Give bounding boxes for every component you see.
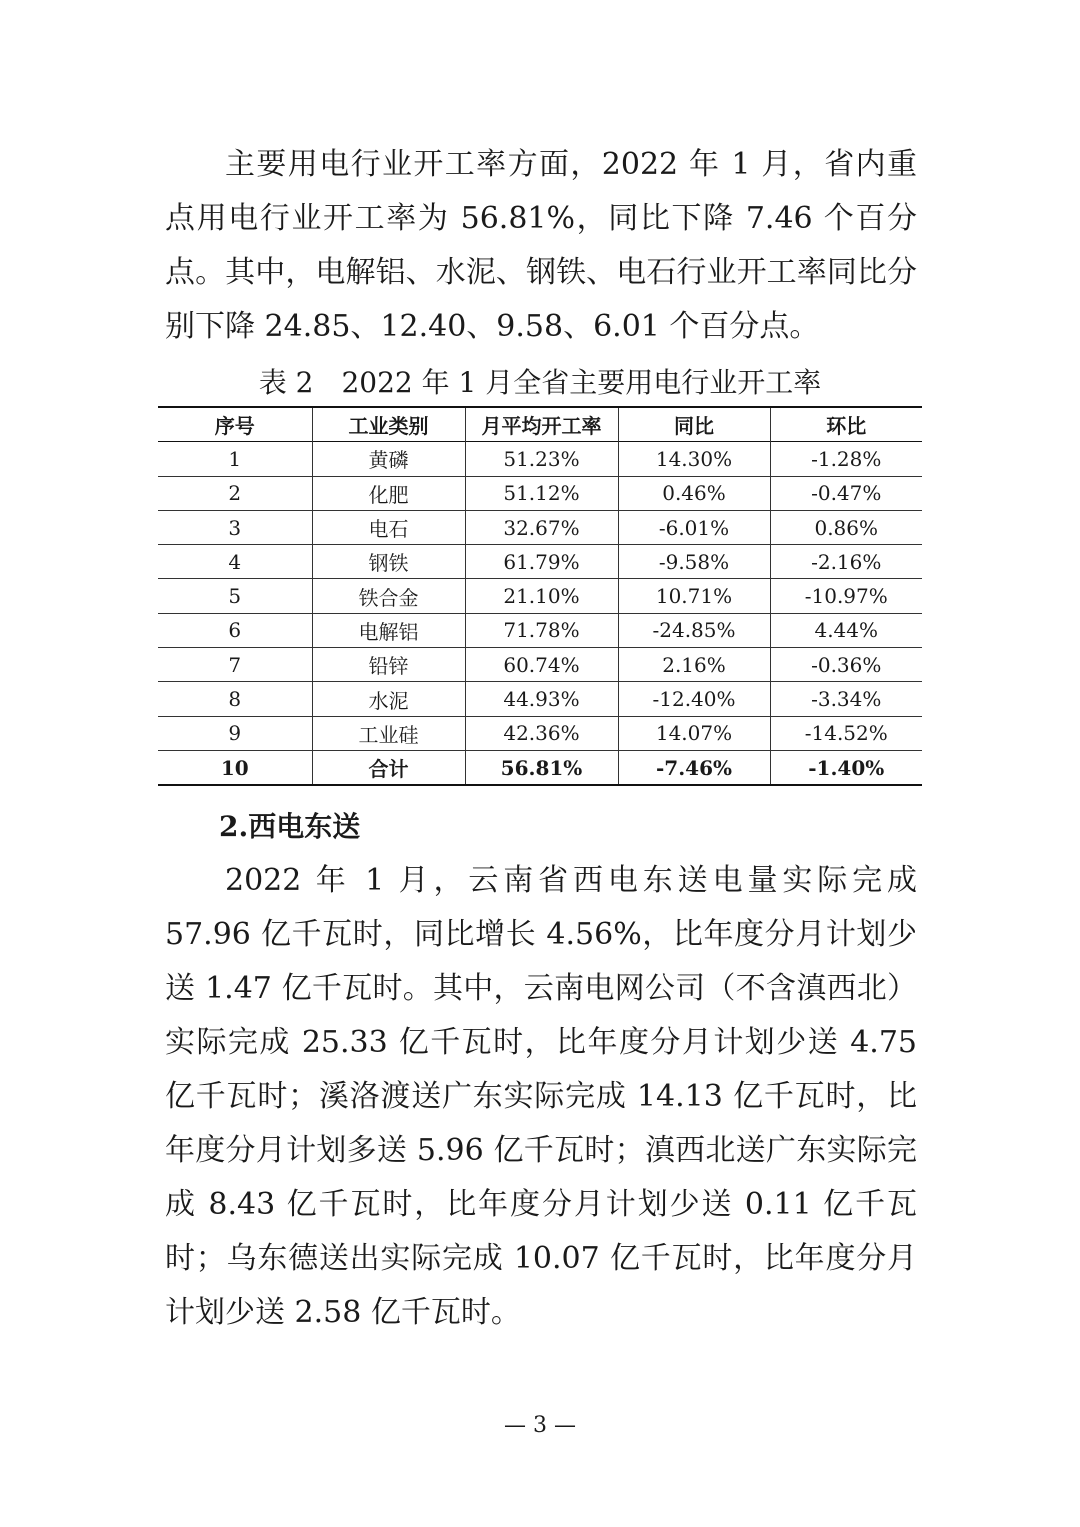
table-row [158, 442, 922, 476]
cell-index: 2 [228, 481, 242, 506]
cell-index: 9 [228, 721, 242, 746]
operating-rate-table [158, 406, 922, 786]
cell-yoy: -12.40% [618, 682, 770, 716]
cell-index: 8 [228, 687, 242, 712]
cell-monthly-rate: 51.23% [465, 442, 618, 476]
cell-yoy: -9.58% [618, 545, 770, 579]
table-row [158, 579, 922, 613]
table-caption: 表 2 2022 年 1 月全省主要用电行业开工率 [258, 366, 822, 399]
table-row [158, 510, 922, 544]
cell-index: 4 [228, 549, 242, 574]
cell-index: 10 [220, 755, 249, 780]
cell-industry: 电解铝 [312, 613, 465, 647]
cell-industry: 铅锌 [312, 648, 465, 682]
table-row [158, 476, 922, 510]
header-yoy: 同比 [618, 407, 770, 442]
cell-yoy: 14.30% [618, 442, 770, 476]
cell-mom: -2.16% [770, 545, 922, 579]
cell-index: 6 [228, 618, 242, 643]
table-header-row [158, 407, 922, 442]
cell-mom: 0.86% [770, 510, 922, 544]
table-total-row [158, 750, 922, 785]
cell-monthly-rate: 60.74% [465, 648, 618, 682]
table-row [158, 613, 922, 647]
cell-mom: -0.47% [770, 476, 922, 510]
cell-mom: -1.40% [770, 750, 922, 785]
cell-index: 5 [228, 584, 242, 609]
cell-index: 3 [228, 515, 242, 540]
paragraph-industry-operating-rate: 主要用电行业开工率方面，2022 年 1 月，省内重点用电行业开工率为 56.81%，同比下降 7.46 个百分点。其中，电解铝、水泥、钢铁、电石行业开工率同比分别下降 24.85、12.40、9.58、6.01 个百分点。 [165, 147, 917, 344]
cell-industry: 铁合金 [312, 579, 465, 613]
cell-mom: -10.97% [770, 579, 922, 613]
cell-monthly-rate: 44.93% [465, 682, 618, 716]
cell-yoy: -24.85% [618, 613, 770, 647]
cell-yoy: 2.16% [618, 648, 770, 682]
table-row [158, 545, 922, 579]
table-row [158, 716, 922, 750]
cell-industry: 水泥 [312, 682, 465, 716]
cell-mom: -1.28% [770, 442, 922, 476]
table-row [158, 648, 922, 682]
cell-mom: -3.34% [770, 682, 922, 716]
cell-yoy: 14.07% [618, 716, 770, 750]
table-row [158, 682, 922, 716]
header-industry: 工业类别 [312, 407, 465, 442]
cell-mom: -14.52% [770, 716, 922, 750]
cell-industry: 钢铁 [312, 545, 465, 579]
cell-index: 7 [228, 652, 242, 677]
cell-mom: -0.36% [770, 648, 922, 682]
cell-yoy: -6.01% [618, 510, 770, 544]
cell-industry: 黄磷 [312, 442, 465, 476]
cell-monthly-rate: 42.36% [465, 716, 618, 750]
paragraph-west-east-power: 2022 年 1 月，云南省西电东送电量实际完成 57.96 亿千瓦时，同比增长 4.56%，比年度分月计划少送 1.47 亿千瓦时。其中，云南电网公司（不含滇西北）实际完成 25.33 亿千瓦时，比年度分月计划少送 4.75 亿千瓦时；溪洛渡送广东实际完成 14.13 亿千瓦时，比年度分月计划多送 5.96 亿千瓦时；滇西北送广东实际完成 8.43 亿千瓦时，比年度分月计划少送 0.11 亿千瓦时；乌东德送出实际完成 10.07 亿千瓦时，比年度分月计划少送 2.58 亿千瓦时。 [165, 863, 917, 1330]
header-monthly-rate: 月平均开工率 [465, 407, 618, 442]
cell-yoy: 10.71% [618, 579, 770, 613]
cell-index: 1 [228, 446, 242, 471]
cell-industry: 合计 [312, 750, 465, 785]
page-number: — 3 — [504, 1413, 576, 1438]
cell-monthly-rate: 61.79% [465, 545, 618, 579]
header-index: 序号 [214, 414, 255, 439]
cell-yoy: 0.46% [618, 476, 770, 510]
cell-monthly-rate: 71.78% [465, 613, 618, 647]
cell-monthly-rate: 56.81% [465, 750, 618, 785]
cell-yoy: -7.46% [618, 750, 770, 785]
header-mom: 环比 [770, 407, 922, 442]
cell-monthly-rate: 32.67% [465, 510, 618, 544]
cell-monthly-rate: 21.10% [465, 579, 618, 613]
section-heading: 2.西电东送 [219, 810, 361, 843]
cell-mom: 4.44% [770, 613, 922, 647]
cell-monthly-rate: 51.12% [465, 476, 618, 510]
cell-industry: 化肥 [312, 476, 465, 510]
cell-industry: 工业硅 [312, 716, 465, 750]
cell-industry: 电石 [312, 510, 465, 544]
